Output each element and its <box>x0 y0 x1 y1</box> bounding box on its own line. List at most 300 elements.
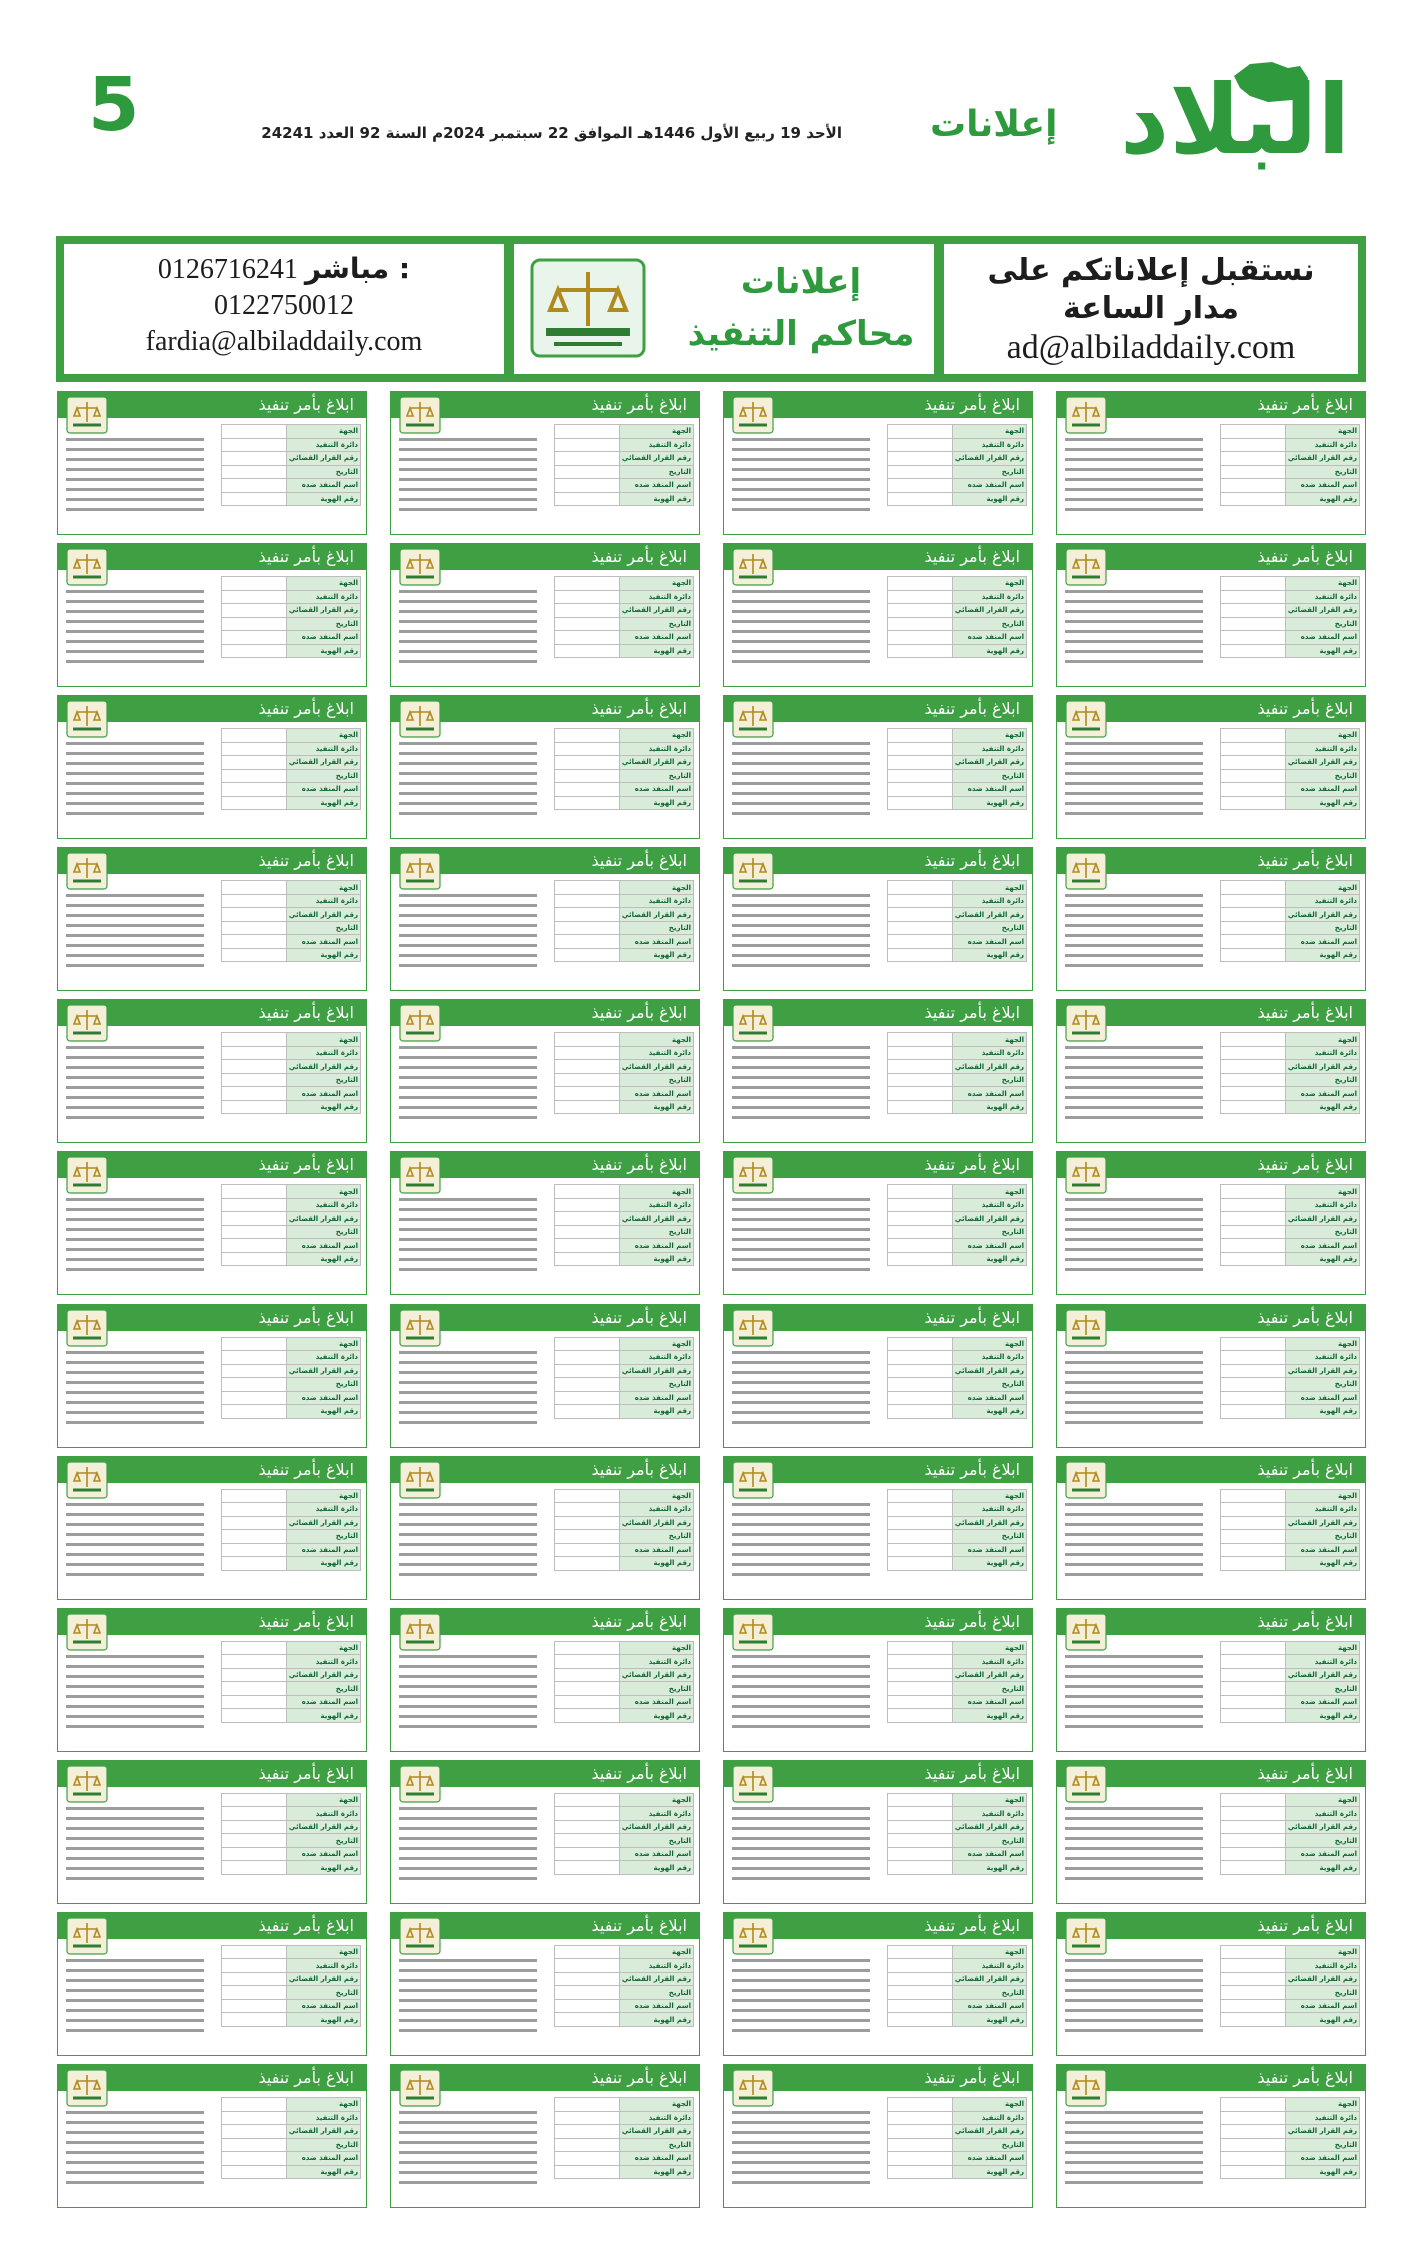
notice-heading: ابلاغ بأمر تنفيذ <box>591 2068 687 2088</box>
notice-field-value <box>555 644 620 658</box>
notice-body <box>399 1351 537 1431</box>
notice-row <box>555 1185 694 1199</box>
judiciary-emblem-icon <box>732 1156 774 1194</box>
notice-field-value <box>1221 1641 1286 1655</box>
notice-table <box>554 2097 694 2179</box>
notice-text-line <box>732 904 870 907</box>
notice-row <box>888 492 1027 506</box>
notice-text-line <box>66 1695 204 1698</box>
notice-row <box>555 1999 694 2013</box>
notice-field-value <box>1221 1972 1286 1986</box>
notice-field-value <box>1221 729 1286 743</box>
notice-text-line <box>732 2111 870 2114</box>
notice-field-label: رقم الهوية <box>1285 1100 1359 1114</box>
notice-text-line <box>399 478 537 481</box>
notice-text-line <box>66 1391 204 1394</box>
notice-text-line <box>399 640 537 643</box>
notice-row <box>555 492 694 506</box>
notice-row <box>888 1861 1027 1875</box>
notice-text-line <box>732 1421 870 1424</box>
notice-text-line <box>399 600 537 603</box>
notice-text-line <box>1065 944 1203 947</box>
notice-text-line <box>399 448 537 451</box>
notice-text-line <box>1065 600 1203 603</box>
phone-number-2[interactable]: 0122750012 <box>214 290 354 321</box>
notice-card <box>57 847 367 991</box>
notice-field-label: رقم الهوية <box>619 948 693 962</box>
notice-field-value <box>555 590 620 604</box>
notice-body <box>66 1807 204 1887</box>
notice-text-line <box>66 2141 204 2144</box>
notice-body <box>66 1046 204 1126</box>
notice-row <box>1221 1033 1360 1047</box>
notice-row <box>222 1391 361 1405</box>
notice-field-label: رقم الهوية <box>286 1709 360 1723</box>
notice-text-line <box>1065 1705 1203 1708</box>
notice-field-value <box>222 796 287 810</box>
notice-field-label: دائرة التنفيذ <box>952 1046 1026 1060</box>
notice-field-label: اسم المنفذ ضده <box>1285 1087 1359 1101</box>
notice-field-label: رقم القرار القضائي <box>619 908 693 922</box>
notice-row <box>222 604 361 618</box>
notice-field-value <box>888 1834 953 1848</box>
notice-field-value <box>222 1212 287 1226</box>
notice-field-label: التاريخ <box>619 1378 693 1392</box>
notice-field-value <box>555 1489 620 1503</box>
notice-row <box>888 796 1027 810</box>
contact-email[interactable]: fardia@albiladdaily.com <box>145 326 423 357</box>
notice-field-value <box>888 2098 953 2112</box>
notice-text-line <box>66 1847 204 1850</box>
judiciary-emblem-icon <box>66 852 108 890</box>
notice-field-label: رقم الهوية <box>619 1861 693 1875</box>
notice-table <box>221 1793 361 1875</box>
notice-field-label: التاريخ <box>619 2138 693 2152</box>
notice-row <box>555 2098 694 2112</box>
notice-field-label: رقم القرار القضائي <box>1285 908 1359 922</box>
notice-row <box>222 1847 361 1861</box>
judiciary-emblem-icon <box>399 548 441 586</box>
notice-text-line <box>732 1675 870 1678</box>
notice-text-line <box>399 1066 537 1069</box>
notice-field-value <box>555 1252 620 1266</box>
notice-text-line <box>399 812 537 815</box>
notice-field-value <box>555 438 620 452</box>
notice-text-line <box>66 1563 204 1566</box>
notice-field-value <box>1221 452 1286 466</box>
notice-field-value <box>1221 425 1286 439</box>
notice-row <box>888 2165 1027 2179</box>
notice-field-value <box>555 908 620 922</box>
notice-field-label: اسم المنفذ ضده <box>952 1239 1026 1253</box>
notice-row <box>222 438 361 452</box>
notice-field-label: رقم القرار القضائي <box>1285 1060 1359 1074</box>
notice-row <box>888 1695 1027 1709</box>
notice-row <box>555 1986 694 2000</box>
judiciary-emblem-icon <box>732 1917 774 1955</box>
notice-field-value <box>555 1046 620 1060</box>
notice-body <box>399 1655 537 1735</box>
notice-table <box>887 576 1027 658</box>
notice-field-label: دائرة التنفيذ <box>619 1655 693 1669</box>
notice-field-value <box>888 729 953 743</box>
notice-field-value <box>888 492 953 506</box>
notice-heading: ابلاغ بأمر تنفيذ <box>591 1763 687 1783</box>
notice-card <box>1056 1151 1366 1295</box>
notice-field-label: الجهة <box>952 729 1026 743</box>
notice-field-value <box>1221 769 1286 783</box>
notice-field-value <box>1221 1820 1286 1834</box>
notice-field-value <box>888 1225 953 1239</box>
notice-heading: ابلاغ بأمر تنفيذ <box>1257 1003 1353 1023</box>
notice-text-line <box>399 1725 537 1728</box>
notice-field-value <box>888 604 953 618</box>
notice-card <box>390 1304 700 1448</box>
notice-text-line <box>732 1573 870 1576</box>
notice-field-label: التاريخ <box>286 1225 360 1239</box>
notice-text-line <box>66 488 204 491</box>
notice-field-label: الجهة <box>619 2098 693 2112</box>
notice-field-value <box>888 894 953 908</box>
notice-field-value <box>888 1682 953 1696</box>
notice-row <box>888 1945 1027 1959</box>
judiciary-emblem-icon <box>66 1461 108 1499</box>
notice-row <box>1221 479 1360 493</box>
notice-field-value <box>1221 1503 1286 1517</box>
notice-field-label: الجهة <box>286 1793 360 1807</box>
notice-text-line <box>1065 792 1203 795</box>
notice-row <box>222 2165 361 2179</box>
notice-body <box>66 438 204 518</box>
notice-field-label: التاريخ <box>619 1682 693 1696</box>
notice-table <box>1220 1337 1360 1419</box>
notice-row <box>1221 1557 1360 1571</box>
notice-row <box>888 1516 1027 1530</box>
notice-text-line <box>399 2171 537 2174</box>
notice-field-label: رقم الهوية <box>952 796 1026 810</box>
notice-text-line <box>732 1401 870 1404</box>
notice-text-line <box>66 944 204 947</box>
notice-field-value <box>222 948 287 962</box>
notice-field-value <box>222 1033 287 1047</box>
notice-field-value <box>1221 1489 1286 1503</box>
notice-row <box>1221 1185 1360 1199</box>
notice-field-value <box>555 2125 620 2139</box>
notice-text-line <box>66 508 204 511</box>
notice-field-value <box>888 1986 953 2000</box>
notice-field-value <box>555 1945 620 1959</box>
notice-field-value <box>888 1337 953 1351</box>
notice-field-value <box>555 1060 620 1074</box>
notice-field-label: رقم القرار القضائي <box>619 756 693 770</box>
notice-field-label: الجهة <box>619 881 693 895</box>
notice-field-value <box>555 1959 620 1973</box>
notice-card <box>723 2064 1033 2208</box>
notice-row <box>1221 2165 1360 2179</box>
notice-text-line <box>732 1268 870 1271</box>
notice-row <box>888 1351 1027 1365</box>
notice-field-label: الجهة <box>1285 2098 1359 2112</box>
notice-field-value <box>222 2111 287 2125</box>
notice-row <box>888 769 1027 783</box>
slogan-email[interactable]: ad@albiladdaily.com <box>1006 329 1296 366</box>
notice-field-label: رقم الهوية <box>286 948 360 962</box>
notice-text-line <box>1065 1867 1203 1870</box>
notice-field-value <box>222 465 287 479</box>
notice-field-label: دائرة التنفيذ <box>1285 1046 1359 1060</box>
notice-row <box>222 1986 361 2000</box>
notice-card <box>1056 1912 1366 2056</box>
notice-text-line <box>66 468 204 471</box>
notice-field-value <box>555 2098 620 2112</box>
notice-text-line <box>1065 762 1203 765</box>
notice-text-line <box>732 2121 870 2124</box>
notice-text-line <box>399 924 537 927</box>
notice-row <box>222 465 361 479</box>
notice-row <box>555 644 694 658</box>
notice-text-line <box>66 1867 204 1870</box>
notice-row <box>555 1252 694 1266</box>
notice-field-label: دائرة التنفيذ <box>619 742 693 756</box>
notice-text-line <box>399 1401 537 1404</box>
info-banner <box>56 236 1366 382</box>
notice-field-value <box>888 881 953 895</box>
notice-text-line <box>399 610 537 613</box>
judiciary-emblem-icon <box>732 700 774 738</box>
notice-field-value <box>222 438 287 452</box>
notice-field-label: دائرة التنفيذ <box>286 1503 360 1517</box>
notice-field-value <box>888 1655 953 1669</box>
notice-text-line <box>1065 1401 1203 1404</box>
notice-row <box>222 1861 361 1875</box>
notice-text-line <box>732 934 870 937</box>
notice-field-label: الجهة <box>286 425 360 439</box>
notice-heading: ابلاغ بأمر تنفيذ <box>258 547 354 567</box>
notice-field-label: الجهة <box>619 1641 693 1655</box>
notice-text-line <box>399 894 537 897</box>
notice-text-line <box>732 448 870 451</box>
notice-field-value <box>888 1489 953 1503</box>
notice-text-line <box>66 1046 204 1049</box>
notice-row <box>555 1543 694 1557</box>
notice-field-label: الجهة <box>952 2098 1026 2112</box>
notice-field-label: اسم المنفذ ضده <box>952 2152 1026 2166</box>
notice-table <box>554 1793 694 1875</box>
notice-row <box>222 2152 361 2166</box>
notice-row <box>555 1709 694 1723</box>
notice-row <box>1221 577 1360 591</box>
notice-card <box>57 695 367 839</box>
notice-row <box>888 1378 1027 1392</box>
notice-field-value <box>888 479 953 493</box>
notice-text-line <box>399 752 537 755</box>
notice-row <box>888 1641 1027 1655</box>
notice-field-value <box>888 756 953 770</box>
notice-field-label: الجهة <box>286 1185 360 1199</box>
notice-field-value <box>555 1239 620 1253</box>
notice-row <box>555 617 694 631</box>
notice-row <box>888 1225 1027 1239</box>
notice-field-value <box>222 1252 287 1266</box>
notice-row <box>555 1682 694 1696</box>
notice-text-line <box>732 1533 870 1536</box>
notice-field-label: التاريخ <box>952 465 1026 479</box>
notice-field-label: اسم المنفذ ضده <box>619 935 693 949</box>
notice-field-label: رقم الهوية <box>286 492 360 506</box>
notice-field-value <box>1221 1100 1286 1114</box>
notice-text-line <box>399 742 537 745</box>
notice-field-value <box>888 1695 953 1709</box>
notice-text-line <box>399 1258 537 1261</box>
phone-number-1[interactable]: 0126716241 <box>157 254 298 285</box>
notice-text-line <box>66 1268 204 1271</box>
notice-text-line <box>732 1989 870 1992</box>
notice-field-value <box>1221 590 1286 604</box>
notice-row <box>888 935 1027 949</box>
notice-field-label: اسم المنفذ ضده <box>619 2152 693 2166</box>
notice-card <box>1056 1760 1366 1904</box>
notice-field-value <box>222 2125 287 2139</box>
notice-field-label: التاريخ <box>1285 1986 1359 2000</box>
notice-text-line <box>1065 448 1203 451</box>
notice-text-line <box>66 1685 204 1688</box>
notice-text-line <box>732 2009 870 2012</box>
notice-field-label: اسم المنفذ ضده <box>286 1391 360 1405</box>
notice-text-line <box>66 894 204 897</box>
notice-row <box>555 1405 694 1419</box>
notice-field-label: التاريخ <box>286 465 360 479</box>
notice-field-value <box>555 1225 620 1239</box>
notice-text-line <box>732 2131 870 2134</box>
notice-field-label: رقم الهوية <box>286 1405 360 1419</box>
notice-text-line <box>1065 924 1203 927</box>
notice-field-value <box>222 729 287 743</box>
notice-row <box>1221 1198 1360 1212</box>
notice-field-label: اسم المنفذ ضده <box>1285 2152 1359 2166</box>
notice-heading: ابلاغ بأمر تنفيذ <box>1257 2068 1353 2088</box>
notice-row <box>222 1225 361 1239</box>
notice-row <box>888 590 1027 604</box>
notice-heading: ابلاغ بأمر تنفيذ <box>1257 1459 1353 1479</box>
notice-text-line <box>399 660 537 663</box>
notice-row <box>1221 1709 1360 1723</box>
notice-field-value <box>888 1087 953 1101</box>
notice-table <box>221 1489 361 1571</box>
notice-field-label: رقم القرار القضائي <box>619 1972 693 1986</box>
notice-text-line <box>399 1218 537 1221</box>
notice-field-value <box>222 1239 287 1253</box>
notice-field-value <box>555 1807 620 1821</box>
notice-row <box>222 1972 361 1986</box>
notice-field-label: دائرة التنفيذ <box>286 1655 360 1669</box>
notice-text-line <box>399 1695 537 1698</box>
notice-field-label: رقم الهوية <box>286 2013 360 2027</box>
notice-field-label: رقم الهوية <box>619 1252 693 1266</box>
notice-text-line <box>1065 488 1203 491</box>
notice-text-line <box>1065 1695 1203 1698</box>
notice-text-line <box>732 944 870 947</box>
notice-table <box>1220 880 1360 962</box>
notice-field-value <box>222 425 287 439</box>
notice-field-label: الجهة <box>952 577 1026 591</box>
judiciary-emblem-icon <box>66 548 108 586</box>
notice-text-line <box>399 1513 537 1516</box>
notice-field-value <box>888 2125 953 2139</box>
notice-field-value <box>888 1847 953 1861</box>
notice-text-line <box>399 620 537 623</box>
notice-text-line <box>732 1361 870 1364</box>
notice-text-line <box>732 468 870 471</box>
notice-row <box>1221 1530 1360 1544</box>
notice-heading: ابلاغ بأمر تنفيذ <box>591 395 687 414</box>
notice-body <box>66 1655 204 1735</box>
notice-text-line <box>1065 1056 1203 1059</box>
notice-text-line <box>66 964 204 967</box>
notice-row <box>888 465 1027 479</box>
notice-row <box>1221 1972 1360 1986</box>
notice-field-label: اسم المنفذ ضده <box>619 1847 693 1861</box>
notice-field-label: رقم القرار القضائي <box>1285 1820 1359 1834</box>
notice-text-line <box>66 1086 204 1089</box>
judiciary-emblem-icon <box>66 396 108 434</box>
notice-text-line <box>732 1999 870 2002</box>
notice-field-value <box>555 425 620 439</box>
notice-text-line <box>66 2171 204 2174</box>
notice-card <box>57 391 367 535</box>
notice-text-line <box>1065 1248 1203 1251</box>
notice-table <box>554 1489 694 1571</box>
notice-text-line <box>1065 2171 1203 2174</box>
notice-field-label: دائرة التنفيذ <box>1285 1959 1359 1973</box>
notice-table <box>887 424 1027 506</box>
notice-row <box>1221 1861 1360 1875</box>
notice-text-line <box>1065 1573 1203 1576</box>
notice-row <box>555 756 694 770</box>
notice-field-value <box>555 756 620 770</box>
notice-row <box>555 577 694 591</box>
notice-field-value <box>1221 1807 1286 1821</box>
notice-field-label: التاريخ <box>286 1834 360 1848</box>
notice-row <box>555 465 694 479</box>
notice-text-line <box>66 2009 204 2012</box>
notice-text-line <box>732 640 870 643</box>
notice-field-value <box>222 452 287 466</box>
notice-text-line <box>399 1371 537 1374</box>
notice-field-label: التاريخ <box>619 921 693 935</box>
notice-text-line <box>66 1877 204 1880</box>
notice-field-value <box>1221 1378 1286 1392</box>
notice-text-line <box>399 2131 537 2134</box>
notice-field-label: رقم القرار القضائي <box>1285 1212 1359 1226</box>
notice-body <box>1065 1046 1203 1126</box>
notice-row <box>1221 1820 1360 1834</box>
notice-field-label: رقم القرار القضائي <box>952 1820 1026 1834</box>
notice-text-line <box>1065 1381 1203 1384</box>
notice-field-value <box>222 644 287 658</box>
notice-field-label: دائرة التنفيذ <box>286 1959 360 1973</box>
notice-card <box>390 1456 700 1600</box>
notice-text-line <box>399 1533 537 1536</box>
notice-body <box>399 438 537 518</box>
notice-row <box>888 1073 1027 1087</box>
notice-field-value <box>555 577 620 591</box>
notice-field-value <box>1221 881 1286 895</box>
notice-row <box>222 1959 361 1973</box>
notice-row <box>555 590 694 604</box>
notice-row <box>555 1861 694 1875</box>
notice-field-label: دائرة التنفيذ <box>952 1503 1026 1517</box>
notice-text-line <box>66 1076 204 1079</box>
